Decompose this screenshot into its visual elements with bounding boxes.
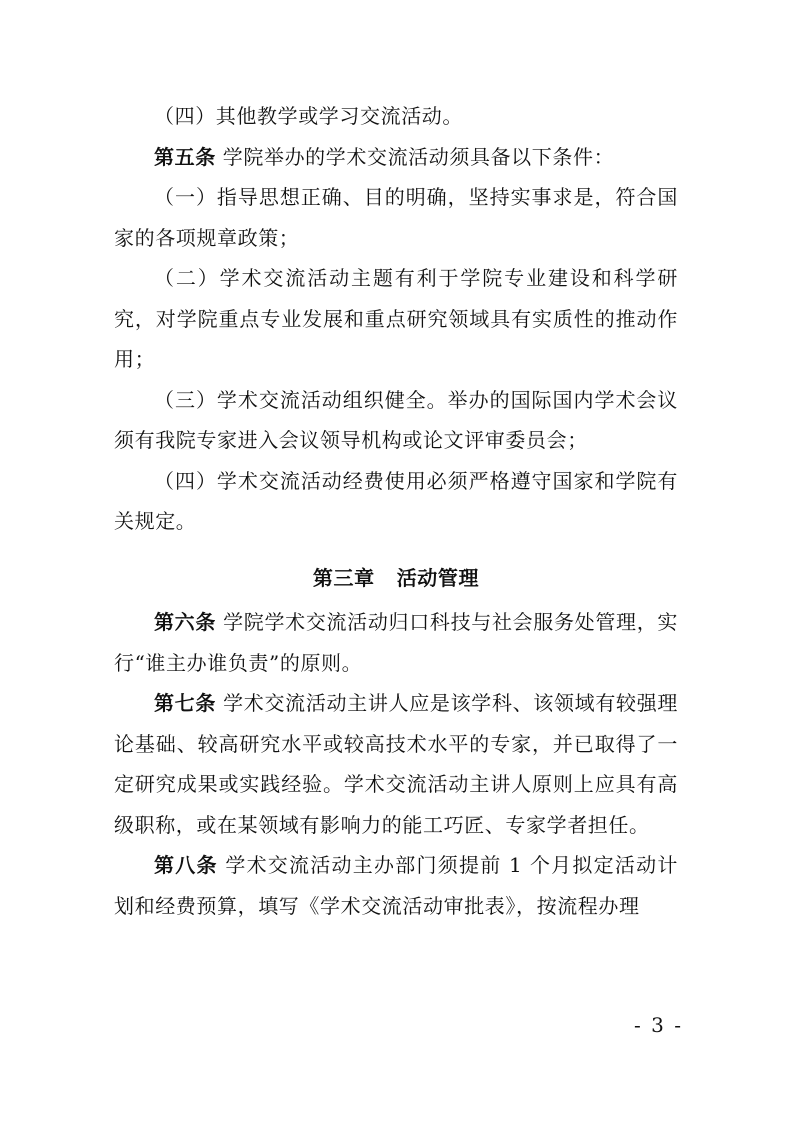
article-8-label: 第八条 [154, 853, 218, 877]
article-6 [114, 602, 678, 683]
article-7-text: 学术交流活动主讲人应是该学科、该领域有较强理论基础、较高研究水平或较高技术水平的专家，并已取得了一定研究成果或实践经验。学术交流活动主讲人原则上应具有高级职称，或在某领域有影响力的能工巧匠、专家学者担任。 [114, 691, 678, 837]
condition-1 [114, 177, 678, 258]
condition-4-text: （四）学术交流活动经费使用必须严格遵守国家和学院有关规定。 [114, 468, 678, 533]
condition-3-text: （三）学术交流活动组织健全。举办的国际国内学术会议须有我院专家进入会议领导机构或论文评审委员会； [114, 387, 678, 452]
condition-1-text: （一）指导思想正确、目的明确，坚持实事求是，符合国家的各项规章政策； [114, 185, 678, 250]
paragraph-text: （四）其他教学或学习交流活动。 [154, 104, 463, 128]
article-5 [114, 137, 678, 178]
condition-2 [114, 258, 678, 380]
chapter-number: 第三章 [312, 565, 375, 590]
page-number: - 3 - [634, 1013, 683, 1037]
article-6-label: 第六条 [154, 610, 217, 634]
article-5-text: 学院举办的学术交流活动须具备以下条件： [222, 144, 615, 169]
condition-4 [114, 461, 678, 542]
document-body [114, 96, 678, 926]
paragraph-item-4-other-activities [114, 96, 678, 137]
article-8 [114, 845, 678, 926]
article-7 [114, 683, 678, 845]
condition-3 [114, 380, 678, 461]
condition-2-text: （二）学术交流活动主题有利于学院专业建设和科学研究，对学院重点专业发展和重点研究领域具有实质性的推动作用； [114, 266, 678, 371]
article-8-text: 学术交流活动主办部门须提前 1 个月拟定活动计划和经费预算，填写《学术交流活动审批表》，按流程办理 [114, 853, 678, 918]
article-6-text: 学院学术交流活动归口科技与社会服务处管理，实行“谁主办谁负责”的原则。 [114, 610, 678, 675]
article-5-label: 第五条 [154, 144, 216, 169]
article-7-label: 第七条 [154, 691, 217, 715]
chapter-heading [114, 558, 678, 599]
chapter-title: 活动管理 [396, 565, 480, 590]
